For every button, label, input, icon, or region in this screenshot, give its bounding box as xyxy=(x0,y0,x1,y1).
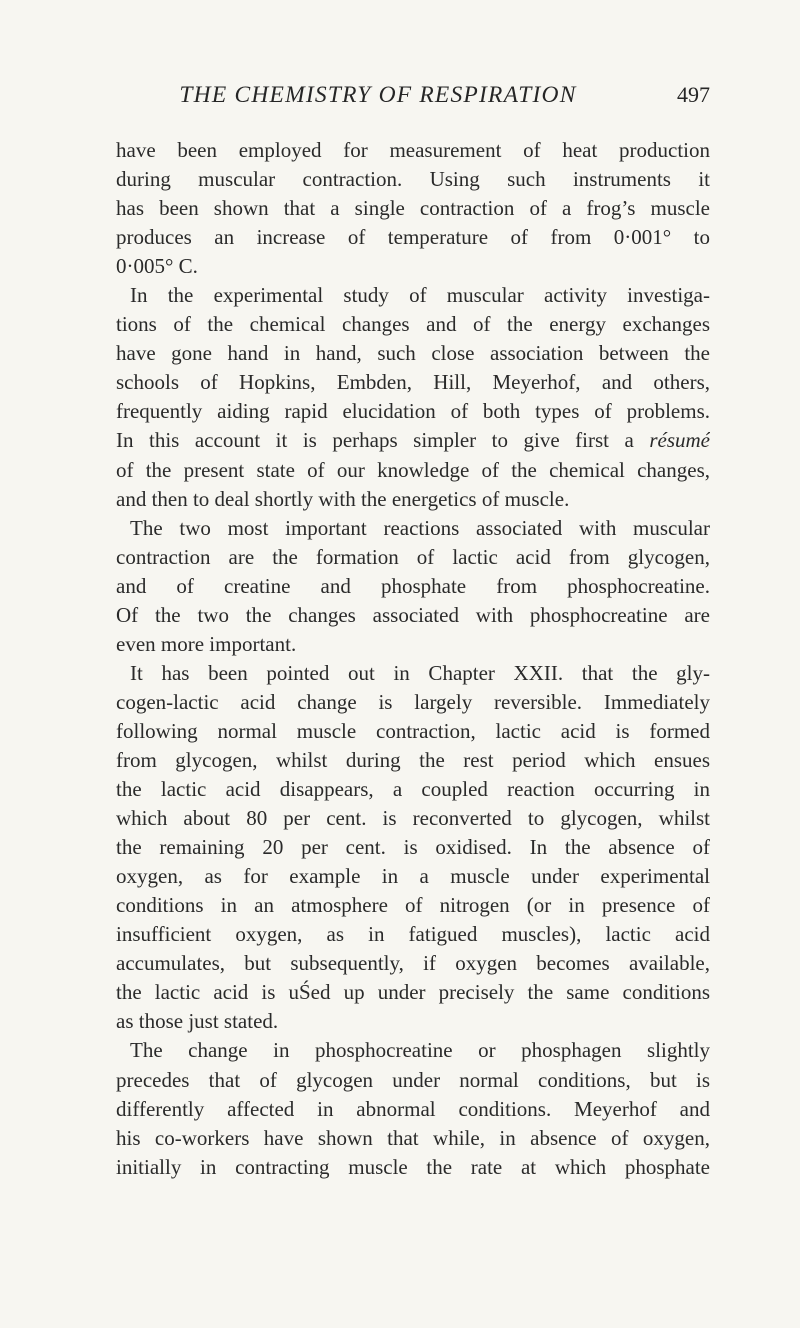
body-text xyxy=(116,136,710,1182)
text-line: the remaining 20 per cent. is oxidised. In the absence of xyxy=(116,835,710,860)
text-line: of the present state of our knowledge of the chemical changes, xyxy=(116,457,710,482)
text-line: even more important. xyxy=(116,631,297,656)
text-line: In the experimental study of muscular activity investiga- xyxy=(130,283,710,308)
text-line: during muscular contraction. Using such instruments it xyxy=(116,167,710,192)
text-line: cogen-lactic acid change is largely reversible. Immediately xyxy=(116,689,710,714)
text-line: which about 80 per cent. is reconverted to glycogen, whilst xyxy=(116,806,710,831)
text-fragment: In this account it is perhaps simpler to give first a xyxy=(116,428,634,453)
text-line: insufficient oxygen, as in fatigued muscles), lactic acid xyxy=(116,922,710,947)
text-line xyxy=(116,426,710,455)
text-line: tions of the chemical changes and of the energy exchanges xyxy=(116,312,710,337)
text-line: initially in contracting muscle the rate at which phosphate xyxy=(116,1154,710,1179)
text-line: from glycogen, whilst during the rest period which ensues xyxy=(116,747,710,772)
text-line: as those just stated. xyxy=(116,1009,279,1034)
text-line: The change in phosphocreatine or phosphagen slightly xyxy=(130,1038,710,1063)
text-line: have gone hand in hand, such close association between the xyxy=(116,341,710,366)
text-line: schools of Hopkins, Embden, Hill, Meyerhof, and others, xyxy=(116,370,710,395)
text-line: Of the two the changes associated with phosphocreatine are xyxy=(116,602,710,627)
text-line: accumulates, but subsequently, if oxygen becomes available, xyxy=(116,951,710,976)
text-line: have been employed for measurement of heat production xyxy=(116,138,710,162)
text-line: The two most important reactions associated with muscular xyxy=(130,515,710,540)
emphasis-resume: résumé xyxy=(649,428,710,453)
text-line: the lactic acid disappears, a coupled reaction occurring in xyxy=(116,777,710,802)
text-line: and then to deal shortly with the energetics of muscle. xyxy=(116,486,570,511)
text-line: the lactic acid is uŚed up under precisely the same conditions xyxy=(116,980,710,1005)
text-line: precedes that of glycogen under normal conditions, but is xyxy=(116,1067,710,1092)
text-line: following normal muscle contraction, lactic acid is formed xyxy=(116,718,710,743)
text-line: It has been pointed out in Chapter XXII. that the gly- xyxy=(130,660,710,685)
running-title: THE CHEMISTRY OF RESPIRATION xyxy=(179,82,577,108)
text-line: contraction are the formation of lactic acid from glycogen, xyxy=(116,544,710,569)
text-line: has been shown that a single contraction of a frog’s muscle xyxy=(116,196,710,221)
text-line: conditions in an atmosphere of nitrogen (or in presence of xyxy=(116,893,710,918)
page-number: 497 xyxy=(677,82,710,107)
text-line: 0·005° C. xyxy=(116,254,198,279)
text-line: frequently aiding rapid elucidation of both types of problems. xyxy=(116,399,710,424)
text-line: differently affected in abnormal conditions. Meyerhof and xyxy=(116,1096,710,1121)
text-line: produces an increase of temperature of from 0·001° to xyxy=(116,225,710,250)
text-line: oxygen, as for example in a muscle under experimental xyxy=(116,864,710,889)
text-line: and of creatine and phosphate from phosphocreatine. xyxy=(116,573,710,598)
running-header xyxy=(116,82,710,118)
text-line: his co-workers have shown that while, in absence of oxygen, xyxy=(116,1125,710,1150)
